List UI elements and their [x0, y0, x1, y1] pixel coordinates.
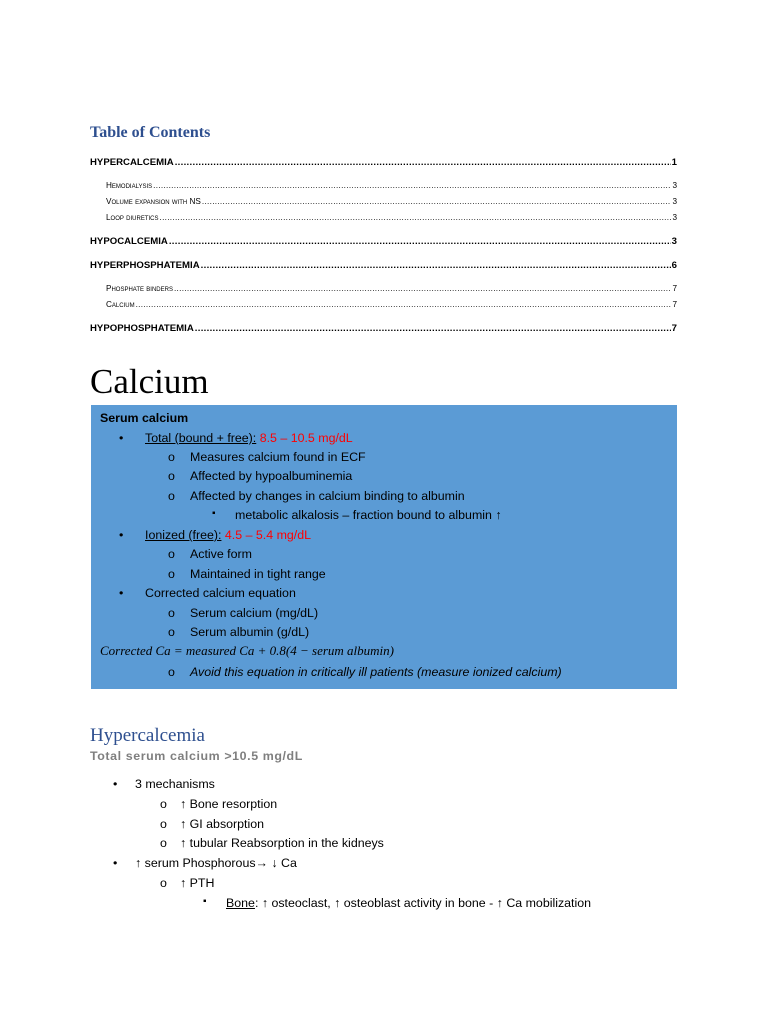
- toc-entry-hyperphosphatemia[interactable]: [90, 260, 677, 274]
- ionized-label: Ionized (free):: [145, 528, 222, 542]
- toc-leader: [175, 157, 671, 168]
- bullet-icon: •: [119, 431, 124, 445]
- pth-label: ↑ PTH: [180, 876, 215, 890]
- mechanisms-label: 3 mechanisms: [135, 777, 215, 791]
- toc-entry-hypophosphatemia[interactable]: [90, 323, 677, 337]
- ionized-line: [145, 528, 311, 542]
- corrected-label: Corrected calcium equation: [145, 586, 296, 600]
- toc-entry-page: 3: [672, 181, 677, 190]
- circle-bullet-icon: o: [160, 876, 167, 890]
- ionized-item: Active form: [190, 547, 252, 561]
- equation-note: Avoid this equation in critically ill patients (measure ionized calcium): [190, 665, 562, 679]
- bone-label: Bone: [226, 896, 255, 910]
- toc-entry-page: 7: [672, 300, 677, 309]
- mechanism-item: ↑ GI absorption: [180, 817, 265, 831]
- bone-line: [226, 896, 591, 910]
- mechanism-item: ↑ tubular Reabsorption in the kidneys: [180, 836, 384, 850]
- toc-entry-label: HYPOPHOSPHATEMIA: [90, 323, 194, 334]
- toc-leader: [202, 197, 672, 206]
- toc-entry-phosphate-binders[interactable]: [106, 284, 677, 296]
- toc-leader: [153, 181, 671, 190]
- toc-title: Table of Contents: [90, 124, 211, 141]
- toc-entry-page: 6: [671, 260, 677, 271]
- toc-leader: [195, 323, 671, 334]
- circle-bullet-icon: o: [160, 817, 167, 831]
- toc-entry-hypocalcemia[interactable]: [90, 236, 677, 250]
- toc-entry-calcium[interactable]: [106, 300, 677, 312]
- bullet-icon: •: [113, 777, 118, 791]
- circle-bullet-icon: o: [160, 836, 167, 850]
- circle-bullet-icon: o: [168, 665, 175, 679]
- total-sub-item: metabolic alkalosis – fraction bound to albumin ↑: [235, 508, 502, 522]
- total-item: Affected by changes in calcium binding to albumin: [190, 489, 465, 503]
- toc-leader: [136, 300, 672, 309]
- phos-label: ↑ serum Phosphorous→ ↓ Ca: [135, 856, 297, 870]
- corrected-calcium-equation: Corrected Ca = measured Ca + 0.8(4 − serum albumin): [100, 643, 394, 658]
- toc-entry-page: 3: [671, 236, 677, 247]
- toc-leader: [201, 260, 671, 271]
- toc-entry-page: 7: [672, 284, 677, 293]
- toc-entry-label: HYPERCALCEMIA: [90, 157, 174, 168]
- toc-entry-hypercalcemia[interactable]: [90, 157, 677, 171]
- toc-entry-label: HYPOCALCEMIA: [90, 236, 168, 247]
- square-bullet-icon: ▪: [203, 896, 207, 907]
- circle-bullet-icon: o: [168, 567, 175, 581]
- corrected-item: Serum calcium (mg/dL): [190, 606, 319, 620]
- corrected-item: Serum albumin (g/dL): [190, 625, 310, 639]
- circle-bullet-icon: o: [168, 469, 175, 483]
- total-line: [145, 431, 353, 445]
- toc-entry-label: HYPERPHOSPHATEMIA: [90, 260, 200, 271]
- calcium-title: Calcium: [90, 362, 209, 401]
- hypercalcemia-subtitle: Total serum calcium >10.5 mg/dL: [90, 749, 303, 763]
- toc-entry-page: 3: [672, 197, 677, 206]
- toc-entry-volume-expansion[interactable]: [106, 197, 677, 209]
- hypercalcemia-title: Hypercalcemia: [90, 725, 205, 746]
- ionized-value: 4.5 – 5.4 mg/dL: [224, 528, 312, 542]
- circle-bullet-icon: o: [168, 489, 175, 503]
- toc-entry-label: Volume expansion with NS: [106, 197, 201, 206]
- bullet-icon: •: [113, 856, 118, 870]
- toc-entry-label: Loop diuretics: [106, 213, 159, 222]
- toc-entry-page: 1: [671, 157, 677, 168]
- mechanism-item: ↑ Bone resorption: [180, 797, 278, 811]
- total-label: Total (bound + free):: [145, 431, 257, 445]
- toc-leader: [169, 236, 671, 247]
- serum-calcium-heading: Serum calcium: [100, 411, 189, 425]
- toc-entry-label: Hemodialysis: [106, 181, 153, 190]
- toc-entry-page: 3: [672, 213, 677, 222]
- toc-leader: [174, 284, 671, 293]
- square-bullet-icon: ▪: [212, 508, 216, 519]
- bone-text: : ↑ osteoclast, ↑ osteoblast activity in bone - ↑ Ca mobilization: [254, 896, 592, 910]
- bullet-icon: •: [119, 528, 124, 542]
- ionized-item: Maintained in tight range: [190, 567, 326, 581]
- total-item: Affected by hypoalbuminemia: [190, 469, 353, 483]
- circle-bullet-icon: o: [168, 625, 175, 639]
- circle-bullet-icon: o: [168, 606, 175, 620]
- toc-entry-page: 7: [671, 323, 677, 334]
- toc-entry-hemodialysis[interactable]: [106, 181, 677, 193]
- total-item: Measures calcium found in ECF: [190, 450, 366, 464]
- toc-entry-label: Phosphate binders: [106, 284, 173, 293]
- total-value: 8.5 – 10.5 mg/dL: [259, 431, 353, 445]
- bullet-icon: •: [119, 586, 124, 600]
- circle-bullet-icon: o: [168, 450, 175, 464]
- circle-bullet-icon: o: [168, 547, 175, 561]
- toc-entry-loop-diuretics[interactable]: [106, 213, 677, 225]
- toc-leader: [160, 213, 672, 222]
- toc-entry-label: Calcium: [106, 300, 135, 309]
- circle-bullet-icon: o: [160, 797, 167, 811]
